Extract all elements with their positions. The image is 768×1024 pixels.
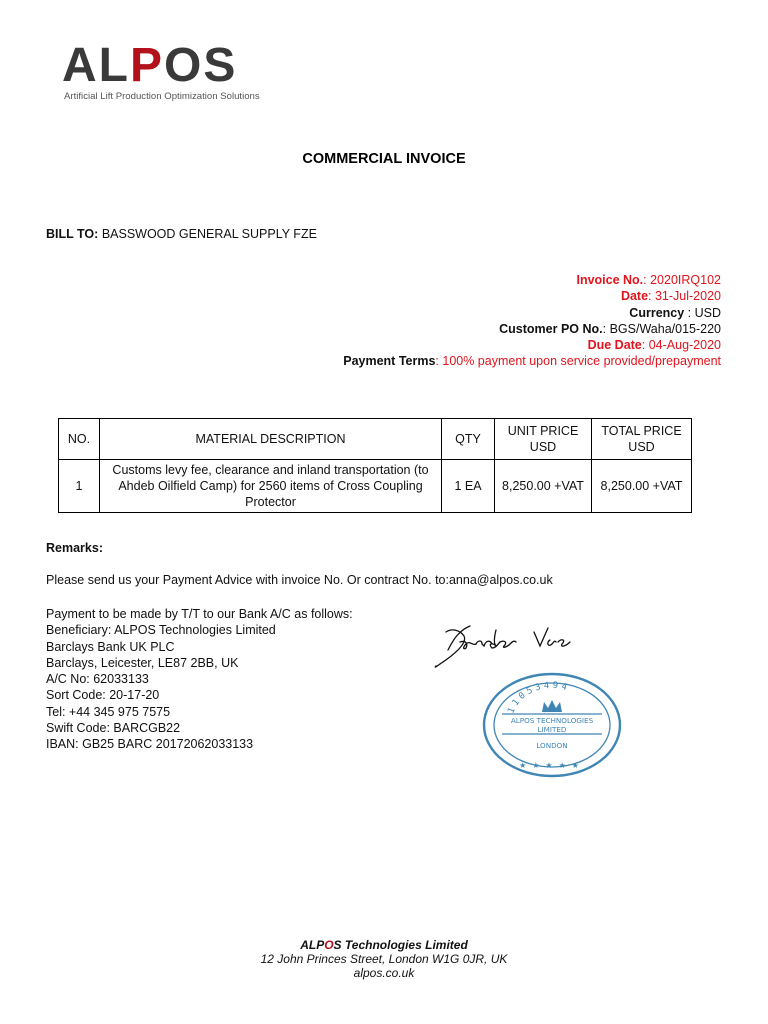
- bank-line: Tel: +44 345 975 7575: [46, 704, 171, 719]
- header-description: MATERIAL DESCRIPTION: [100, 419, 442, 460]
- header-qty: QTY: [442, 419, 495, 460]
- page-footer: [0, 938, 768, 980]
- invoice-number-label: Invoice No.: [576, 273, 644, 287]
- bank-details: [46, 606, 353, 753]
- remarks-heading: Remarks:: [46, 541, 103, 555]
- currency-value: : USD: [684, 305, 721, 320]
- bank-line: Sort Code: 20-17-20: [46, 688, 160, 703]
- svg-text:11053494: 11053494: [506, 680, 571, 716]
- svg-text:LIMITED: LIMITED: [537, 725, 567, 734]
- customer-po-value: : BGS/Waha/015-220: [602, 321, 721, 336]
- invoice-date-row: [343, 288, 721, 304]
- currency-row: [343, 305, 721, 321]
- bill-to-label: BILL TO:: [46, 227, 99, 241]
- bill-to: [46, 227, 317, 241]
- company-stamp: [482, 672, 622, 781]
- bank-line: Barclays, Leicester, LE87 2BB, UK: [46, 655, 239, 670]
- items-table: [58, 418, 692, 513]
- cell-description: Customs levy fee, clearance and inland transportation (to Ahdeb Oilfield Camp) for 2560 items of Cross Coupling Protector: [100, 460, 442, 513]
- logo-tagline: Artificial Lift Production Optimization Solutions: [64, 91, 260, 102]
- customer-po-row: [343, 321, 721, 337]
- cell-no: 1: [59, 460, 100, 513]
- table-header-row: [59, 419, 692, 460]
- customer-po-label: Customer PO No.: [499, 321, 603, 336]
- due-date-value: : 04-Aug-2020: [641, 338, 721, 353]
- bank-line: A/C No: 62033133: [46, 672, 149, 687]
- due-date-label: Due Date: [587, 338, 642, 353]
- header-no: NO.: [59, 419, 100, 460]
- header-total-price: TOTAL PRICE USD: [592, 419, 692, 460]
- footer-company: ALPOS Technologies Limited: [300, 938, 468, 952]
- svg-text:★★★★★: ★★★★★: [519, 761, 585, 770]
- due-date-row: [343, 337, 721, 353]
- invoice-number-value: : 2020IRQ102: [643, 273, 721, 287]
- bank-line: Swift Code: BARCGB22: [46, 721, 181, 736]
- invoice-meta: [343, 272, 721, 370]
- company-logo: [62, 40, 302, 110]
- bank-line: Barclays Bank UK PLC: [46, 639, 175, 654]
- bank-line: IBAN: GB25 BARC 20172062033133: [46, 737, 254, 752]
- bank-line: Payment to be made by T/T to our Bank A/C as follows:: [46, 607, 353, 621]
- table-row: [59, 460, 692, 513]
- invoice-date-value: : 31-Jul-2020: [648, 289, 721, 304]
- currency-label: Currency: [629, 305, 685, 320]
- payment-terms-label: Payment Terms: [343, 354, 436, 369]
- remarks-text: Please send us your Payment Advice with invoice No. Or contract No. to:anna@alpos.co.uk: [46, 573, 553, 587]
- cell-total-price: 8,250.00 +VAT: [592, 460, 692, 513]
- svg-text:LONDON: LONDON: [536, 741, 568, 750]
- invoice-date-label: Date: [620, 289, 649, 304]
- svg-text:ALPOS TECHNOLOGIES: ALPOS TECHNOLOGIES: [510, 716, 594, 725]
- signature-image: [430, 620, 580, 678]
- footer-website: alpos.co.uk: [353, 966, 415, 980]
- document-title: COMMERCIAL INVOICE: [302, 151, 466, 167]
- payment-terms-value: 00% payment upon service provided/prepayment: [449, 354, 721, 369]
- cell-unit-price: 8,250.00 +VAT: [495, 460, 592, 513]
- payment-terms-row: [343, 353, 721, 369]
- cell-qty: 1 EA: [442, 460, 495, 513]
- logo-wordmark: ALPOS: [62, 39, 238, 92]
- payment-terms-sep: : 1: [435, 354, 450, 369]
- bill-to-value: BASSWOOD GENERAL SUPPLY FZE: [101, 227, 317, 241]
- bank-line: Beneficiary: ALPOS Technologies Limited: [46, 623, 276, 638]
- footer-address: 12 John Princes Street, London W1G 0JR, UK: [260, 952, 508, 966]
- header-unit-price: UNIT PRICE USD: [495, 419, 592, 460]
- invoice-number-row: [343, 272, 721, 288]
